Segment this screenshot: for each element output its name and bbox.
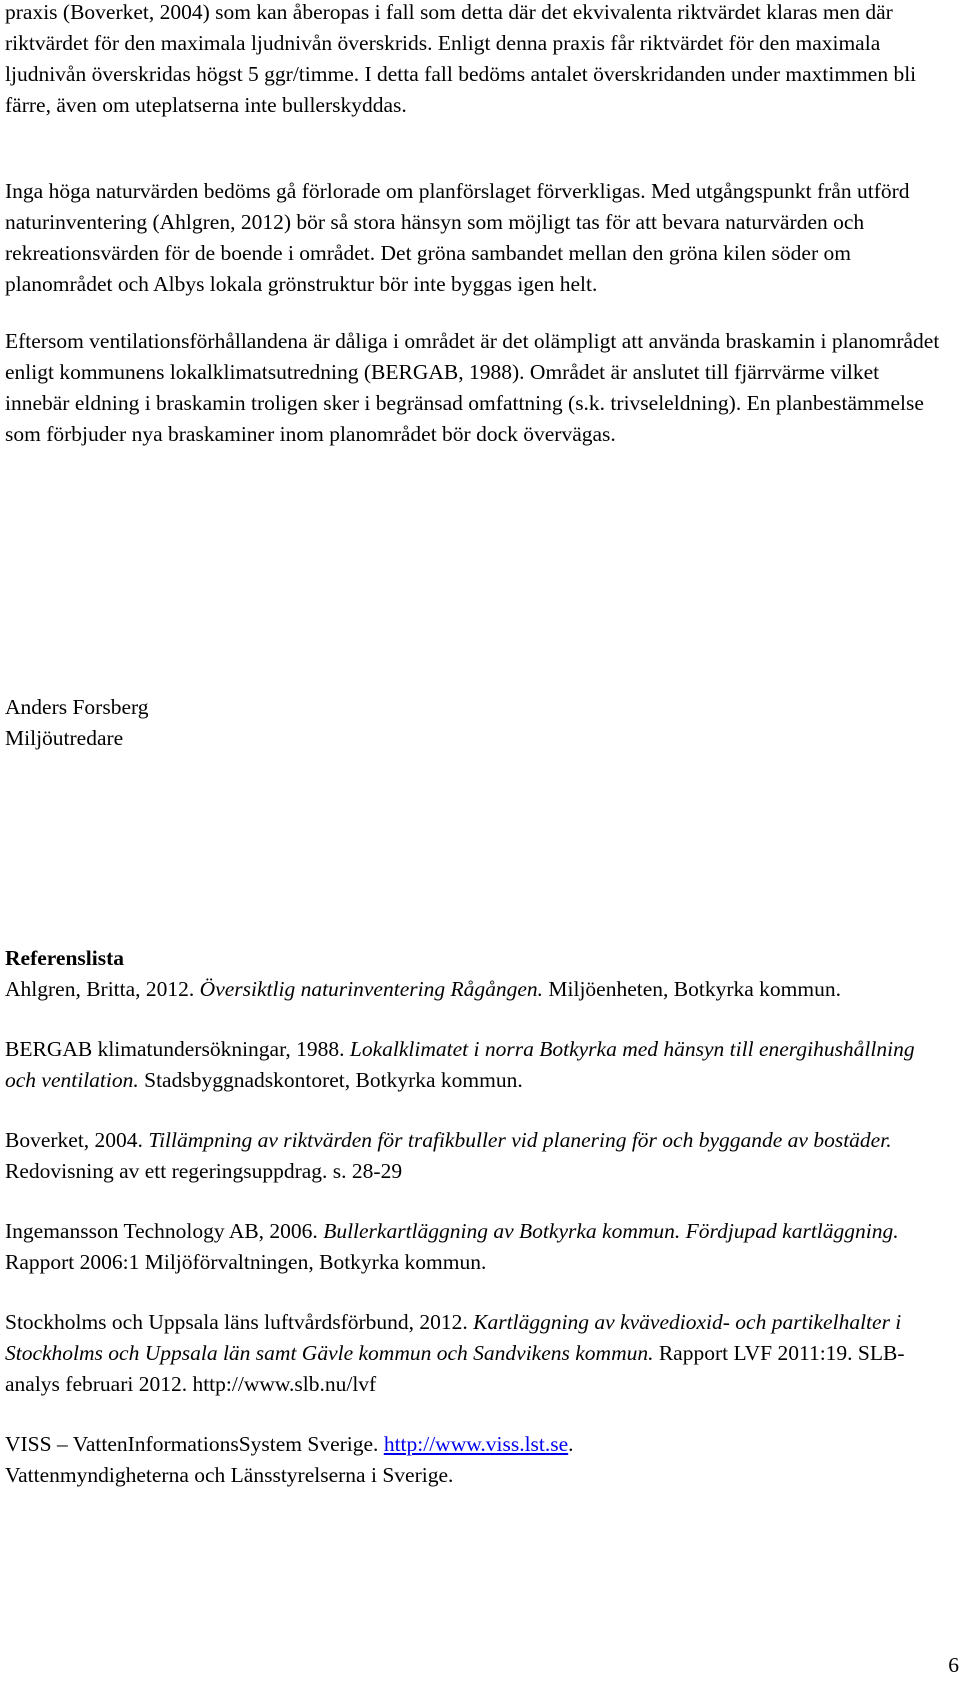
reference-author: Ahlgren, Britta, 2012. <box>5 977 200 1001</box>
reference-punctuation: . <box>568 1432 574 1456</box>
reference-list <box>5 943 940 1491</box>
reference-publisher: Stadsbyggnadskontoret, Botkyrka kommun. <box>138 1068 523 1092</box>
reference-author: VISS – VattenInformationsSystem Sverige. <box>5 1432 384 1456</box>
reference-title: Lokalklimatet i norra Botkyrka med hänsyn till energihushållning och ventilation. <box>5 1037 915 1092</box>
reference-publisher: Redovisning av ett regeringsuppdrag. s. 28-29 <box>5 1159 403 1183</box>
reference-author: Boverket, 2004. <box>5 1128 149 1152</box>
reference-item <box>5 1307 940 1400</box>
reference-title: Tillämpning av riktvärden för trafikbuller vid planering för och byggande av bostäder. <box>148 1128 892 1152</box>
reference-author: BERGAB klimatundersökningar, 1988. <box>5 1037 350 1061</box>
reference-title: Bullerkartläggning av Botkyrka kommun. Fördjupad kartläggning. <box>323 1219 899 1243</box>
reference-item <box>5 1216 940 1278</box>
reference-publisher: Rapport LVF 2011:19. SLB-analys februari 2012. http://www.slb.nu/lvf <box>5 1341 905 1396</box>
paragraph-noise-praxis: praxis (Boverket, 2004) som kan åberopas i fall som detta där det ekvivalenta riktvärdet klaras men där riktvärdet för den maximala ljudnivån överskrids. Enligt denna praxis får riktvärdet för den maximala ljudnivån överskridas högst 5 ggr/timme. I detta fall bedöms antalet överskridanden under maxtimmen bli färre, även om uteplatserna inte bullerskyddas. <box>5 0 917 117</box>
reference-item-viss <box>5 1429 940 1491</box>
paragraph-ventilation: Eftersom ventilationsförhållandena är dåliga i området är det olämpligt att använda braskamin i planområdet enligt kommunens lokalklimatsutredning (BERGAB, 1988). Området är anslutet till fjärrvärme vilket innebär eldning i braskamin troligen sker i begränsad omfattning (s.k. trivseleldning). En planbestämmelse som förbjuder nya braskaminer inom planområdet bör dock övervägas. <box>5 329 940 446</box>
signature-block <box>5 692 149 754</box>
reference-list-heading: Referenslista <box>5 946 125 970</box>
reference-title: Kartläggning av kvävedioxid- och partikelhalter i Stockholms och Uppsala län samt Gävle kommun och Sandvikens kommun. <box>5 1310 902 1365</box>
reference-author: Stockholms och Uppsala läns luftvårdsförbund, 2012. <box>5 1310 474 1334</box>
reference-publisher: Vattenmyndigheterna och Länsstyrelserna i Sverige. <box>5 1463 454 1487</box>
reference-title: Översiktlig naturinventering Rågången. <box>199 977 544 1001</box>
reference-item <box>5 1125 940 1187</box>
viss-link[interactable]: http://www.viss.lst.se <box>383 1432 569 1456</box>
signature-name: Anders Forsberg <box>5 695 149 719</box>
reference-item <box>5 1034 940 1096</box>
reference-author: Ingemansson Technology AB, 2006. <box>5 1219 324 1243</box>
reference-item <box>5 974 940 1005</box>
reference-publisher: Rapport 2006:1 Miljöförvaltningen, Botkyrka kommun. <box>5 1250 487 1274</box>
page-number: 6 <box>948 1653 959 1677</box>
reference-publisher: Miljöenheten, Botkyrka kommun. <box>543 977 841 1001</box>
signature-title: Miljöutredare <box>5 726 124 750</box>
body-text <box>5 0 940 450</box>
paragraph-nature-values: Inga höga naturvärden bedöms gå förlorade om planförslaget förverkligas. Med utgångspunkt från utförd naturinventering (Ahlgren, 2012) bör så stora hänsyn som möjligt tas för att bevara naturvärden och rekreationsvärden för de boende i området. Det gröna sambandet mellan den gröna kilen söder om planområdet och Albys lokala grönstruktur bör inte byggas igen helt. <box>5 179 910 296</box>
